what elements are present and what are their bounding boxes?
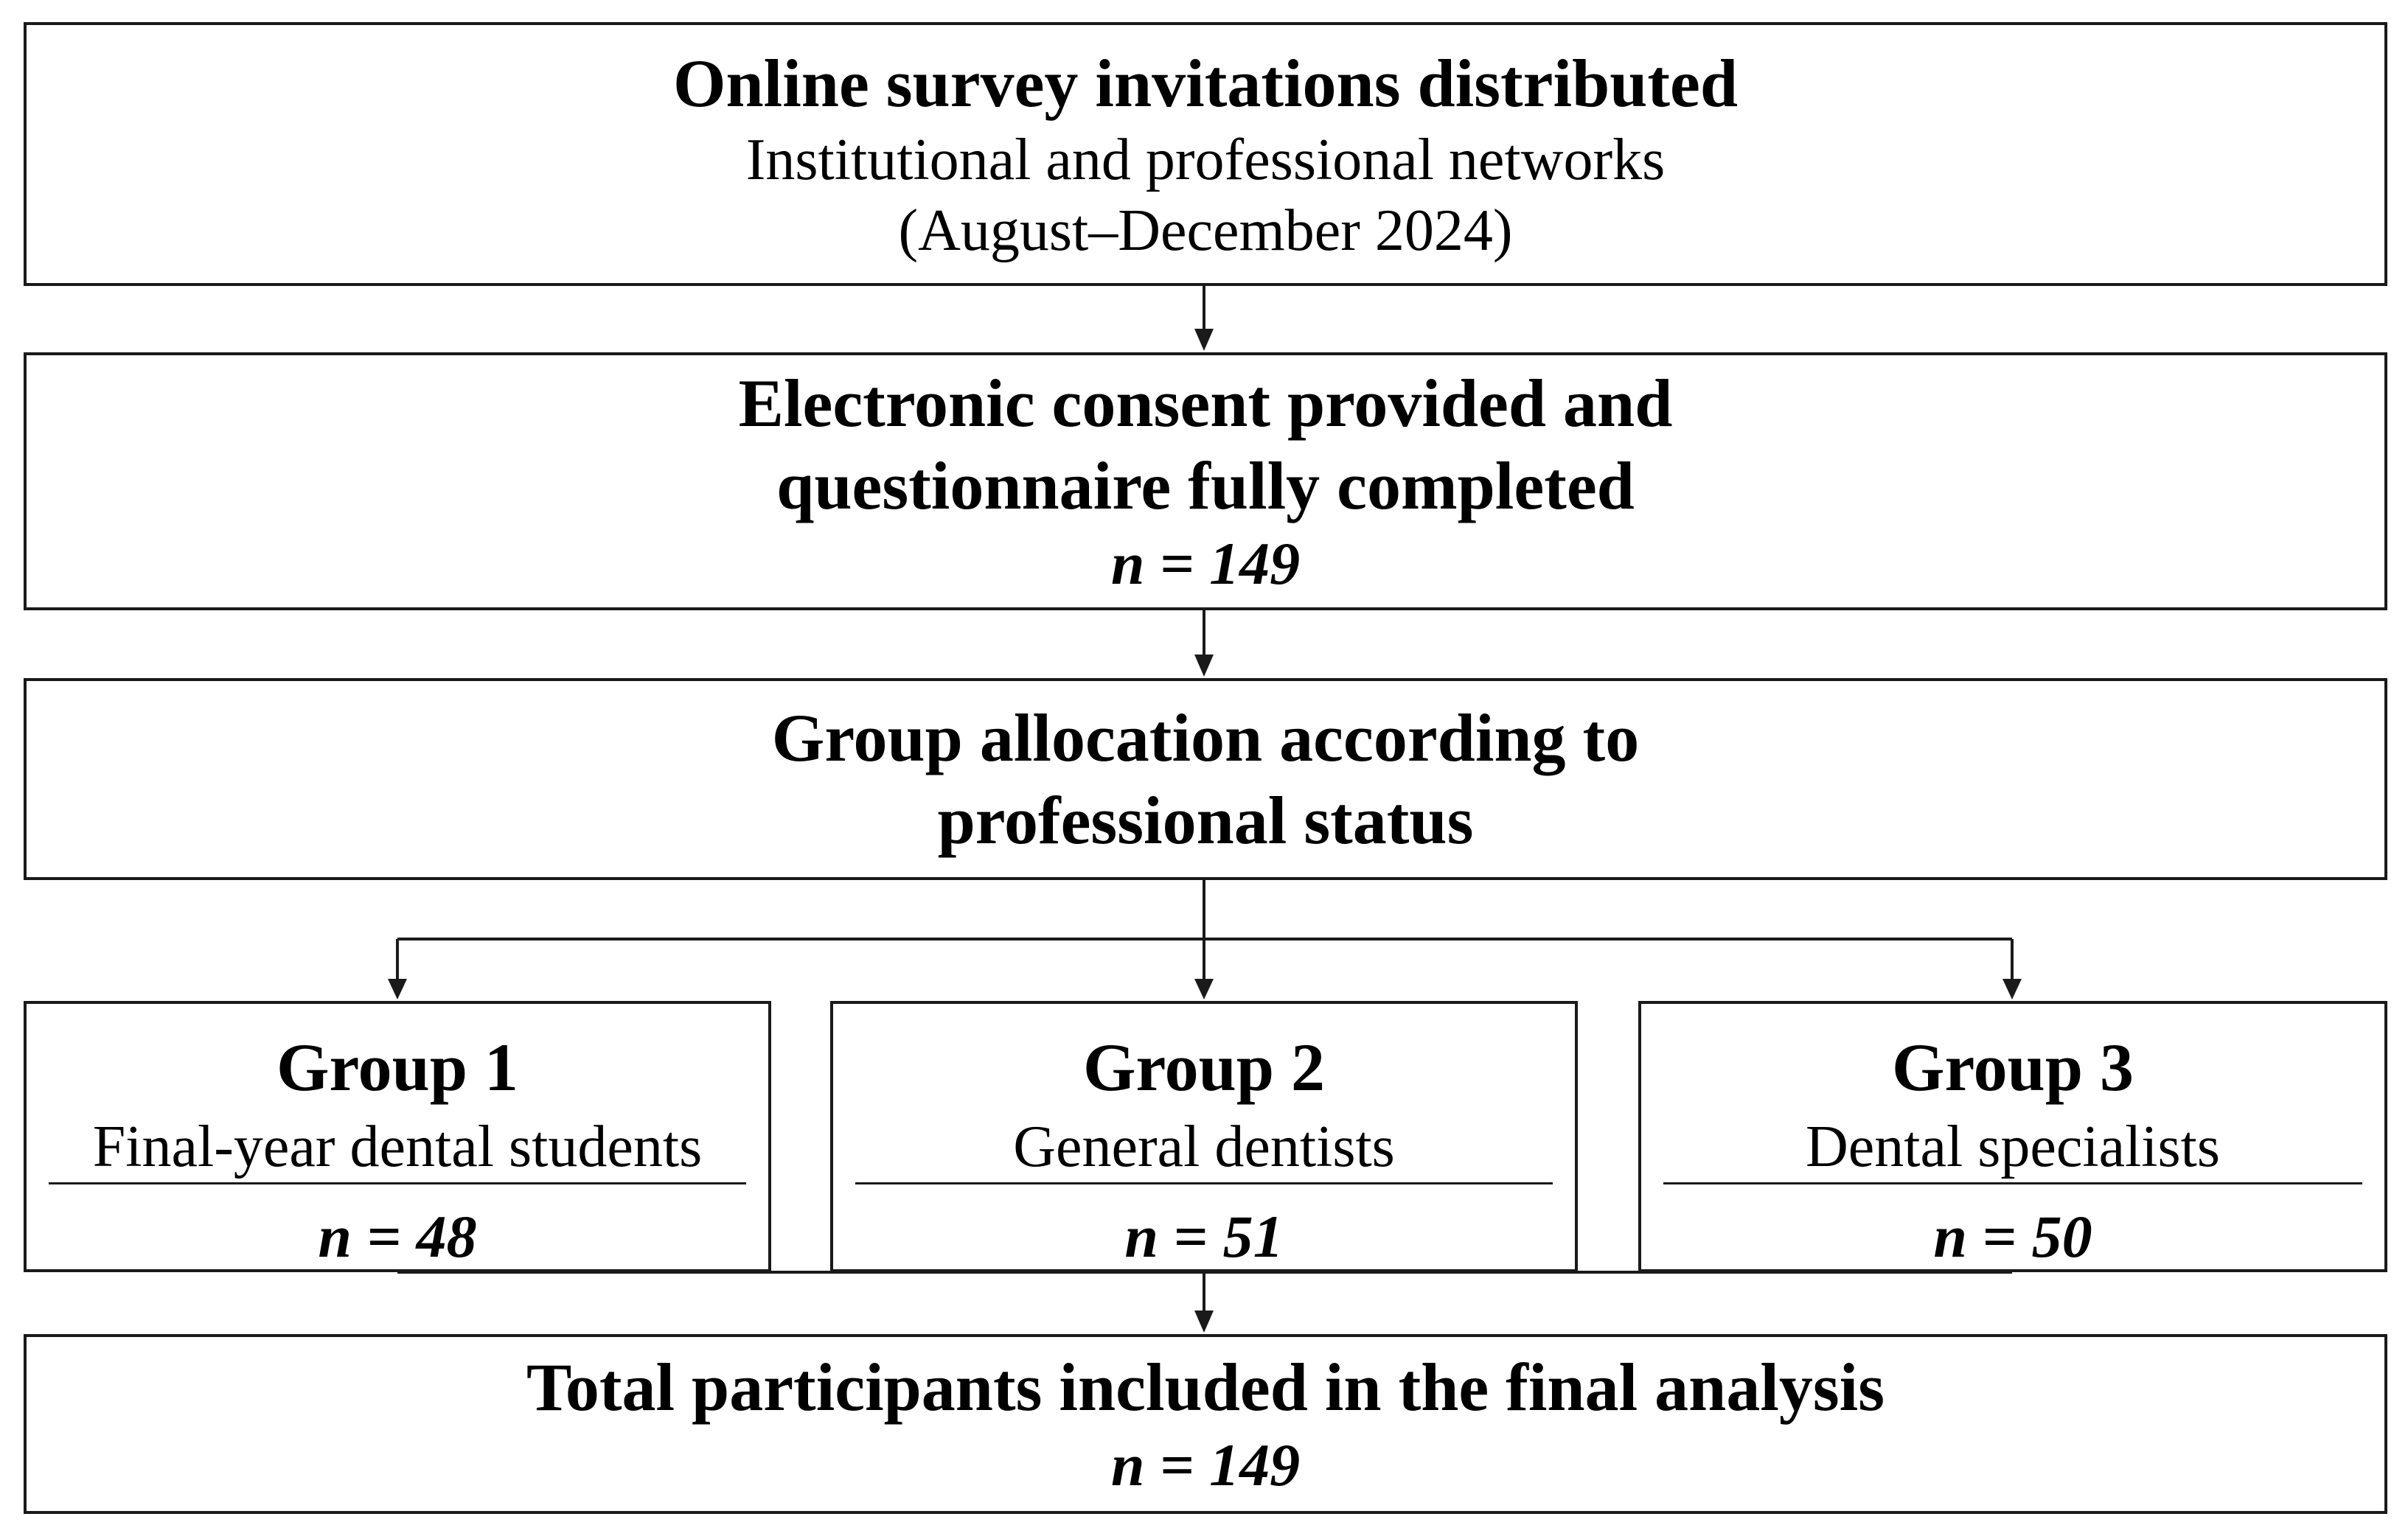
step-survey-title: Online survey invitations distributed: [672, 46, 1739, 121]
step-total-participants: [24, 1334, 2387, 1514]
group-1-divider: [49, 1182, 746, 1184]
group-3-title: Group 3: [1891, 1030, 2134, 1105]
step-allocation-title-line2: professional status: [937, 783, 1474, 858]
group-2-divider: [855, 1182, 1553, 1184]
group-2-title: Group 2: [1082, 1030, 1326, 1105]
step-allocation-title-line1: Group allocation according to: [771, 700, 1640, 775]
step-survey-networks: Institutional and professional networks: [745, 128, 1666, 192]
step-consent-title-line1: Electronic consent provided and: [738, 366, 1673, 441]
group-1-box: [24, 1001, 771, 1272]
total-count: n = 149: [1110, 1431, 1301, 1498]
step-consent-completed: [24, 352, 2387, 610]
group-2-count: n = 51: [1124, 1203, 1284, 1270]
group-2-box: [830, 1001, 1578, 1272]
group-3-box: [1638, 1001, 2387, 1272]
step-survey-period: (August–December 2024): [898, 198, 1513, 263]
group-3-divider: [1663, 1182, 2362, 1184]
step-consent-count: n = 149: [1110, 530, 1301, 597]
group-3-description: Dental specialists: [1805, 1114, 2221, 1179]
step-survey-invitations: [24, 22, 2387, 286]
total-title: Total participants included in the final analysis: [526, 1350, 1885, 1425]
step-group-allocation: [24, 678, 2387, 880]
group-2-description: General dentists: [1013, 1114, 1395, 1179]
group-3-count: n = 50: [1933, 1203, 2092, 1270]
group-1-title: Group 1: [276, 1030, 519, 1105]
group-1-description: Final-year dental students: [92, 1114, 703, 1179]
group-1-count: n = 48: [318, 1203, 477, 1270]
step-consent-title-line2: questionnaire fully completed: [776, 448, 1635, 523]
